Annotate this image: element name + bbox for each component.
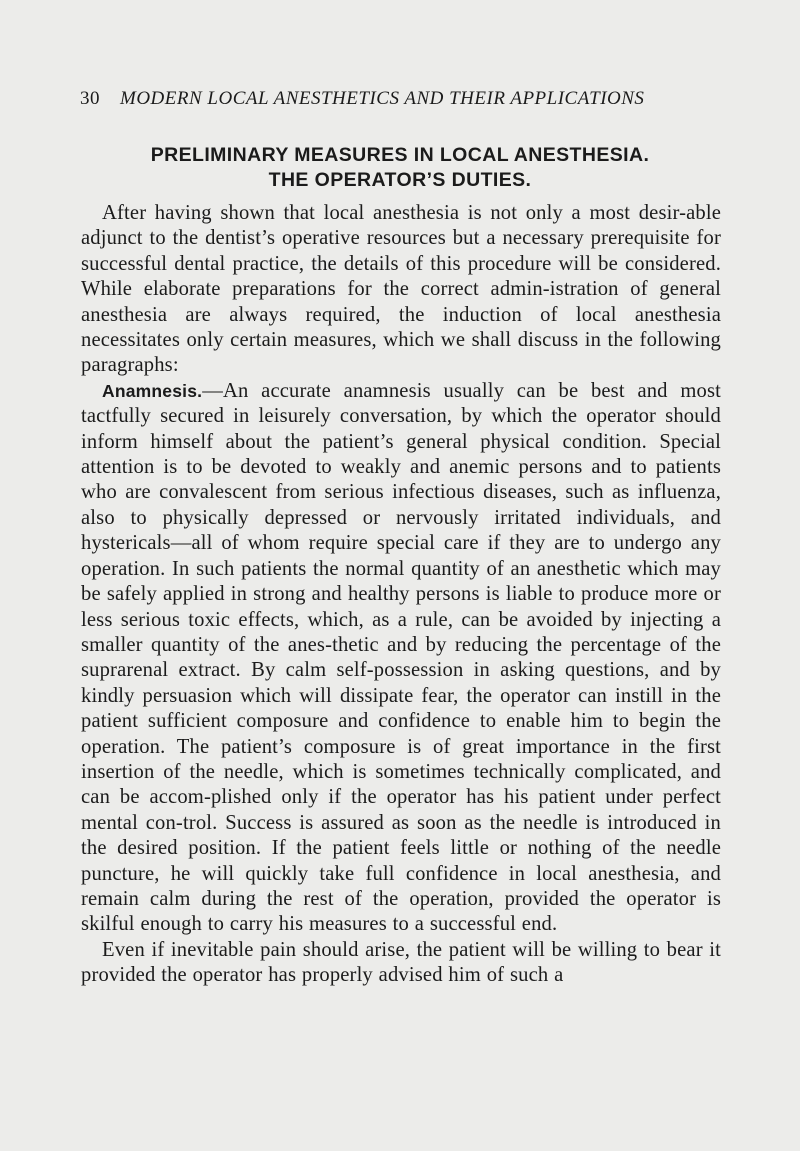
paragraph-text: —An accurate anamnesis usually can be best and most tactfully secured in leisurely conversation, by which the operator should inform himself about the patient’s general physical condition. Special attention is to be devoted to weakly and anemic persons and to patients who are convalescent from serious infectious diseases, such as influenza, also to physically depressed or nervously irritated individuals, and hystericals—all of whom require special care if they are to undergo any operation. In such patients the normal quantity of an anesthetic which may be safely applied in strong and healthy persons is liable to produce more or less serious toxic effects, which, as a rule, can be avoided by injecting a smaller quantity of the anes-thetic and by reducing the percentage of the suprarenal extract. By calm self-possession in asking questions, and by kindly persuasion which will dissipate fear, the operator can instill in the patient sufficient composure and confidence to enable him to begin the operation. The patient’s composure is of great importance in the first insertion of the needle, which is sometimes technically complicated, and can be accom-plished only if the operator has his patient under perfect mental con-trol. Success is assured as soon as the needle is introduced in the desired position. If the patient feels little or nothing of the needle puncture, he will quickly take full confidence in local anesthesia, and remain calm during the rest of the operation, provided the operator is skilful enough to carry his measures to a successful end. [81, 379, 721, 936]
body-text [81, 201, 721, 989]
paragraph-text: Even if inevitable pain should arise, the patient will be willing to bear it provided the operator has properly advised him of such a [81, 938, 721, 987]
page-number: 30 [80, 88, 100, 109]
running-head [80, 87, 720, 111]
paragraph-intro [81, 201, 721, 379]
running-title: MODERN LOCAL ANESTHETICS AND THEIR APPLICATIONS [120, 88, 645, 109]
paragraph-anamnesis [81, 379, 721, 938]
run-in-heading: Anamnesis. [102, 380, 203, 401]
section-subheading: THE OPERATOR’S DUTIES. [268, 169, 532, 191]
section-heading: PRELIMINARY MEASURES IN LOCAL ANESTHESIA. [150, 144, 650, 166]
paragraph-text: After having shown that local anesthesia is not only a most desir-able adjunct to the dentist’s operative resources but a necessary prerequisite for successful dental practice, the details of this procedure will be considered. While elaborate preparations for the correct admin-istration of general anesthesia are always required, the induction of local anesthesia necessitates only certain measures, which we shall discuss in the following paragraphs: [81, 202, 721, 377]
paragraph-pain [81, 938, 721, 989]
